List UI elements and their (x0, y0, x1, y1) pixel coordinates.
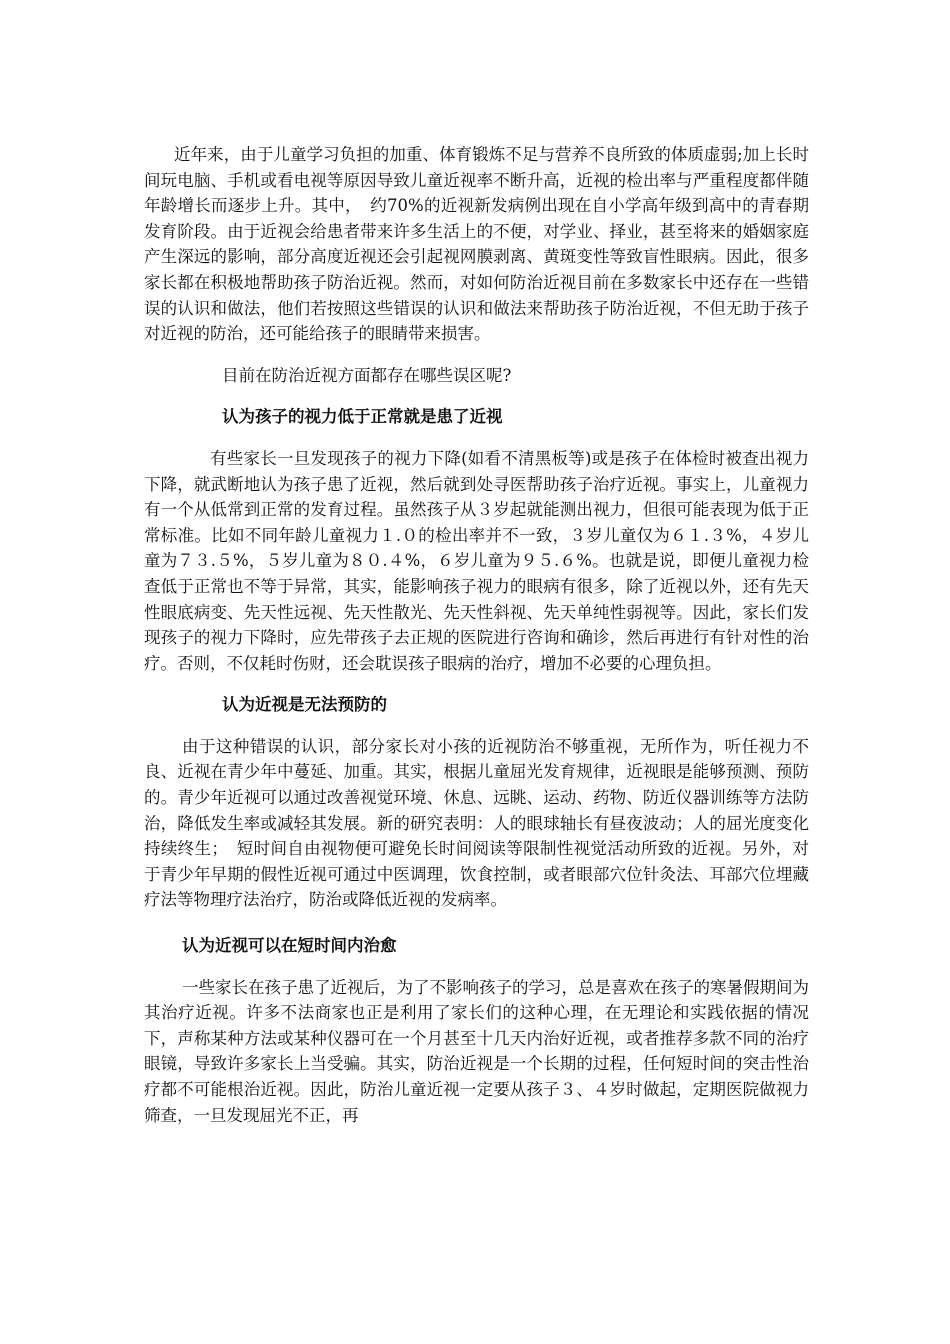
question-line: 目前在防治近视方面都存在哪些误区呢? (222, 365, 512, 385)
document-page (144, 142, 809, 1128)
section-3-paragraph: 一些家长在孩子患了近视后，为了不影响孩子的学习，总是喜欢在孩子的寒暑假期间为其治疗近视。许多不法商家也正是利用了家长们的这种心理，在无理论和实践依据的情况下，声称某种方法或某种仪器可在一个月甚至十几天内治好近视，或者推荐多款不同的治疗眼镜，导致许多家长上当受骗。其实，防治近视是一个长期的过程，任何短时间的突击性治疗都不可能根治近视。因此，防治儿童近视一定要从孩子３、４岁时做起，定期医院做视力筛查，一旦发现屈光不正，再 (144, 977, 809, 1125)
section-heading-3: 认为近视可以在短时间内治愈 (182, 936, 397, 956)
section-heading-1: 认为孩子的视力低于正常就是患了近视 (222, 407, 503, 427)
intro-paragraph: 近年来，由于儿童学习负担的加重、体育锻炼不足与营养不良所致的体质虚弱;加上长时间玩电脑、手机或看电视等原因导致儿童近视率不断升高，近视的检出率与严重程度都伴随年龄增长而逐步上升。其中， 约70%的近视新发病例出现在自小学高年级到高中的青春期发育阶段。由于近视会给患者带来许多生活上的不便，对学业、择业，甚至将来的婚姻家庭产生深远的影响，部分高度近视还会引起视网膜剥离、黄斑变性等致盲性眼病。因此，很多家长都在积极地帮助孩子防治近视。然而，对如何防治近视目前在多数家长中还存在一些错误的认识和做法，他们若按照这些错误的认识和做法来帮助孩子防治近视，不但无助于孩子对近视的防治，还可能给孩子的眼睛带来损害。 (144, 145, 809, 344)
section-heading-2: 认为近视是无法预防的 (222, 695, 387, 715)
section-2-paragraph: 由于这种错误的认识，部分家长对小孩的近视防治不够重视，无所作为，听任视力不良、近视在青少年中蔓延、加重。其实，根据儿童屈光发育规律，近视眼是能够预测、预防的。青少年近视可以通过改善视觉环境、休息、远眺、运动、药物、防近仪器训练等方法防治，降低发生率或减轻其发展。新的研究表明：人的眼球轴长有昼夜波动；人的屈光度变化持续终生； 短时间自由视物便可避免长时间阅读等限制性视觉活动所致的近视。另外，对于青少年早期的假性近视可通过中医调理，饮食控制，或者眼部穴位针灸法、耳部穴位埋藏疗法等物理疗法治疗，防治或降低近视的发病率。 (144, 736, 809, 910)
section-1-paragraph: 有些家长一旦发现孩子的视力下降(如看不清黑板等)或是孩子在体检时被查出视力下降，就武断地认为孩子患了近视，然后就到处寻医帮助孩子治疗近视。事实上，儿童视力有一个从低常到正常的发育过程。虽然孩子从３岁起就能测出视力，但很可能表现为低于正常标准。比如不同年龄儿童视力１.０的检出率并不一致，３岁儿童仅为６１.３%，４岁儿童为７３.５%，５岁儿童为８０.４%，６岁儿童为９５.６%。也就是说，即便儿童视力检查低于正常也不等于异常，其实，能影响孩子视力的眼病有很多，除了近视以外，还有先天性眼底病变、先天性远视、先天性散光、先天性斜视、先天单纯性弱视等。因此，家长们发现孩子的视力下降时，应先带孩子去正规的医院进行咨询和确诊，然后再进行有针对性的治疗。否则，不仅耗时伤财，还会耽误孩子眼病的治疗，增加不必要的心理负担。 (144, 448, 809, 673)
